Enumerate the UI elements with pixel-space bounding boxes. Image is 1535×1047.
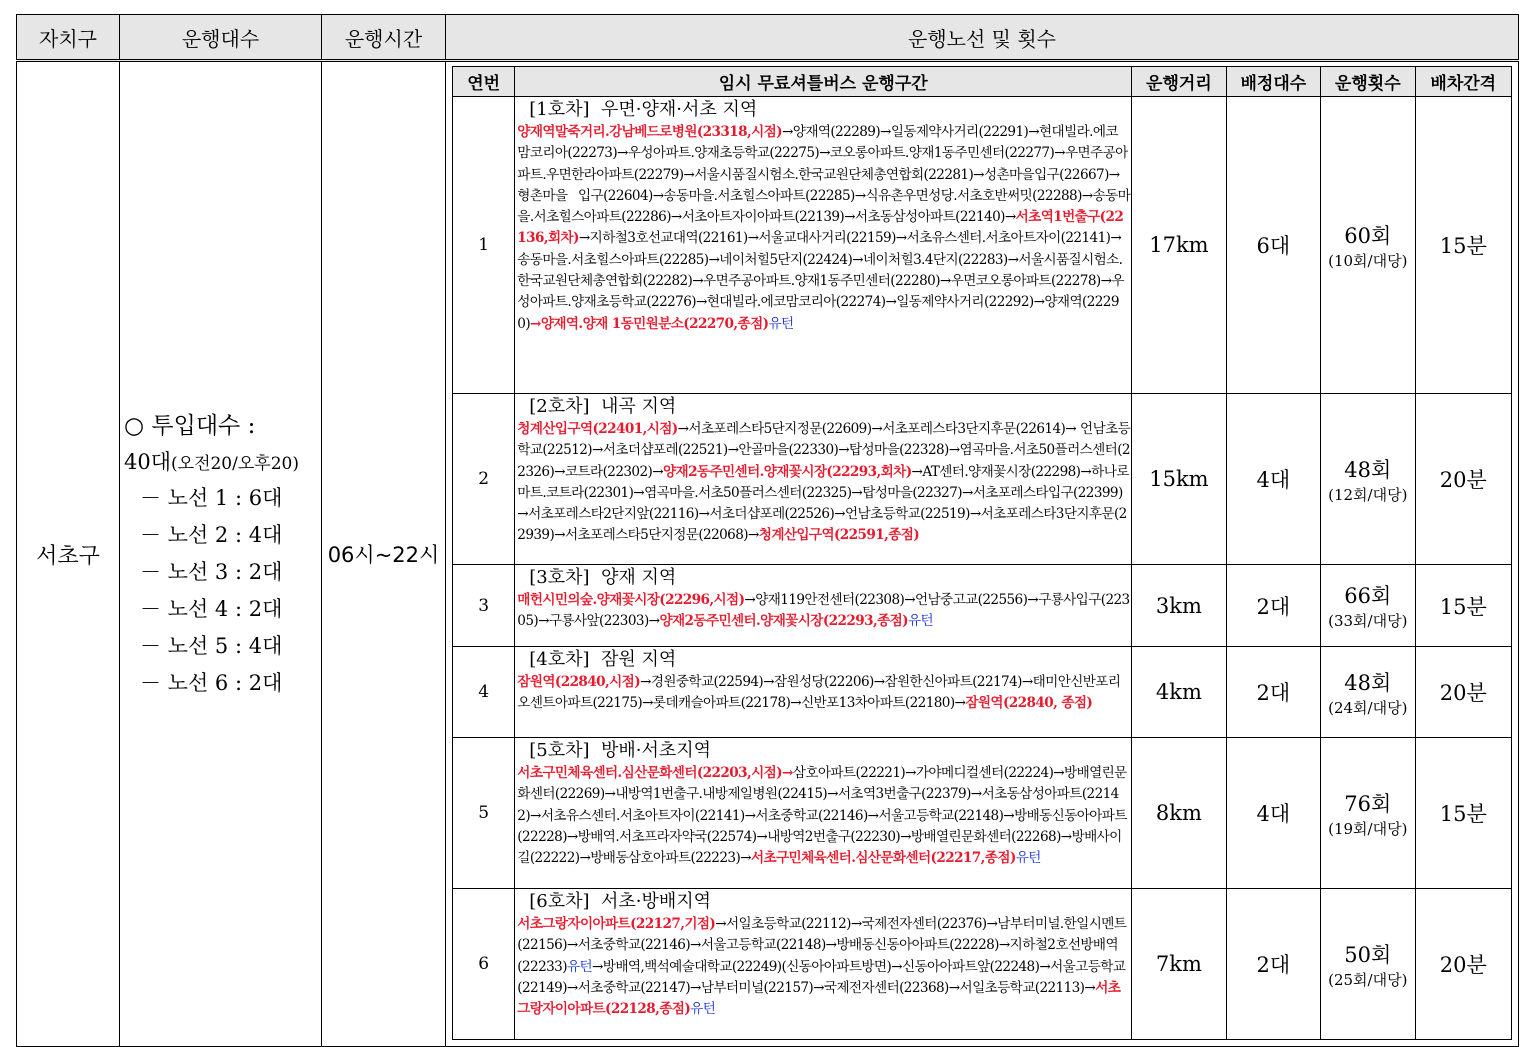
- bus-total-main: 40대: [124, 449, 172, 474]
- route-distance: 8km: [1132, 738, 1226, 889]
- body-row: [17, 61, 1519, 1047]
- route-runs-per-bus: (33회/대당): [1328, 612, 1408, 630]
- route-no: 2: [453, 394, 515, 565]
- routes-header-row: [453, 67, 1512, 97]
- col-runs: 운행횟수: [1321, 67, 1415, 97]
- bus-total-split: (오전20/오후20): [171, 453, 299, 474]
- route-u-turn: 유턴: [768, 315, 794, 332]
- route-runs: [1321, 394, 1415, 565]
- route-distance: 4km: [1132, 647, 1226, 738]
- route-stops: [517, 672, 1130, 715]
- route-stop-list: →AT센터.양재꽃시장(22298)→하나로마트.코트라(22301)→염곡마을.서초50플러스센터(22325)→탑성마을(22327)→서초포레스타입구(22399)→서초포레스타2단지앞(22116)→서초더샵포레(22526)→언남초등학교(22519)→서초포레스타3단지후문(22939)→서초포레스타5단지정문(22068)→: [517, 463, 1129, 544]
- route-title: [6호차] 서초·방배지역: [529, 891, 712, 912]
- bus-summary-title: ○ 투입대수 :: [124, 412, 256, 439]
- col-allocated: 배정대수: [1226, 67, 1320, 97]
- route-section: [515, 565, 1132, 647]
- route-no: 1: [453, 97, 515, 394]
- route-runs-total: 50회: [1344, 942, 1392, 967]
- route-section: [515, 889, 1132, 1040]
- bus-summary-total: [124, 446, 321, 476]
- route-section: [515, 394, 1132, 565]
- route-row: [453, 565, 1512, 647]
- route-title: [5호차] 방배·서초지역: [529, 740, 712, 761]
- route-terminal-stop: 양재역말죽거리.강남베드로병원(23318,시점): [517, 124, 783, 140]
- route-distance: 17km: [1132, 97, 1226, 394]
- route-stop-list: →방배역,백석예술대학교(22249)(신동아아파트방면)→신동아아파트앞(22248)→서울고등학교(22149)→서초중학교(22147)→남부터미널(22157)→국제전자센터(22368)→서일초등학교(22113)→: [517, 958, 1126, 996]
- route-terminal-stop: 청계산입구역(22591,종점): [758, 527, 920, 544]
- route-runs-total: 76회: [1344, 791, 1392, 816]
- route-title: [3호차] 양재 지역: [529, 567, 677, 588]
- route-stops: [517, 122, 1130, 335]
- route-runs: [1321, 565, 1415, 647]
- main-table: [16, 14, 1519, 1047]
- route-row: [453, 394, 1512, 565]
- col-section: 임시 무료셔틀버스 운행구간: [515, 67, 1132, 97]
- route-terminal-stop: 서초그랑자이아파트(22127,기점): [517, 916, 716, 932]
- route-allocated: 2대: [1226, 647, 1320, 738]
- route-no: 4: [453, 647, 515, 738]
- route-count-4: － 노선 4 : 2대: [140, 596, 283, 621]
- route-interval: 20분: [1415, 647, 1512, 738]
- route-interval: 20분: [1415, 889, 1512, 1040]
- route-title: [4호차] 잠원 지역: [529, 649, 677, 670]
- route-runs: [1321, 889, 1415, 1040]
- route-stops: [517, 419, 1130, 547]
- route-terminal-stop: 서초구민체육센터.심산문화센터(22217,종점): [750, 850, 1016, 867]
- route-row: [453, 647, 1512, 738]
- route-stops: [517, 914, 1130, 1020]
- route-allocated: 4대: [1226, 394, 1320, 565]
- route-allocated: 2대: [1226, 889, 1320, 1040]
- route-interval: 15분: [1415, 97, 1512, 394]
- bus-count-cell: [120, 61, 322, 1047]
- route-u-turn: 유턴: [690, 1001, 716, 1018]
- route-runs-total: 48회: [1344, 457, 1392, 482]
- route-distance: 7km: [1132, 889, 1226, 1040]
- route-terminal-stop: 잠원역(22840, 종점): [965, 695, 1093, 712]
- route-stop-list: →양재역(22289)→일동제약사거리(22291)→현대빌라.에코맘코리아(22273)→우성아파트.양재초등학교(22275)→코오롱아파트.양재1동주민센터(22277)→우면주공아파트.우면한라아파트(22279)→서울시품질시험소.한국교원단체총연합회(22281)→성촌마을입구(22667)→형촌마을 입구(22604)→송동마을.서초힐스아파트(22285)→식유촌우면성당.서초호반써밋(22288)→송동마을.서초힐스아파트(22286)→서초아트자이아파트(22139)→서초동삼성아파트(22140)→: [517, 124, 1131, 226]
- route-count-1: － 노선 1 : 6대: [140, 485, 283, 510]
- route-runs-per-bus: (25회/대당): [1328, 970, 1408, 989]
- route-u-turn: 유턴: [907, 613, 934, 630]
- route-u-turn: 유턴: [566, 958, 593, 975]
- route-runs-per-bus: (24회/대당): [1328, 698, 1408, 717]
- route-allocated: 4대: [1226, 738, 1320, 889]
- route-runs-total: 48회: [1344, 670, 1392, 695]
- route-stop-list: →서초포레스타5단지정문(22609)→서초포레스타3단지후문(22614)→ 언남초등학교(22512)→서초더샵포레(22521)→안골마을(22330)→탑성마을(22328)→염곡마을.서초50플러스센터(22326)→코트라(22302)→: [517, 421, 1131, 480]
- route-no: 6: [453, 889, 515, 1040]
- route-terminal-stop: 양재2동주민센터.양재꽃시장(22293,회차): [663, 463, 912, 480]
- route-count-6: － 노선 6 : 2대: [140, 670, 283, 695]
- route-count-3: － 노선 3 : 2대: [140, 559, 283, 584]
- route-u-turn: 유턴: [1015, 850, 1041, 867]
- route-runs-total: 66회: [1344, 584, 1392, 608]
- route-row: [453, 97, 1512, 394]
- route-interval: 20분: [1415, 394, 1512, 565]
- route-allocated: 2대: [1226, 565, 1320, 647]
- route-interval: 15분: [1415, 565, 1512, 647]
- routes-table: [452, 66, 1512, 1040]
- route-count-2: － 노선 2 : 4대: [140, 522, 283, 547]
- route-runs-total: 60회: [1344, 223, 1392, 248]
- route-terminal-stop: 서초구민체육센터.심산문화센터(22203,시점)→: [517, 765, 793, 781]
- route-runs-per-bus: (10회/대당): [1328, 251, 1408, 270]
- route-stop-list: →지하철3호선교대역(22161)→서울교대사거리(22159)→서초유스센터.서초아트자이(22141)→송동마을.서초힐스아파트(22285)→네이처힐5단지(22424)→네이처힐3.4단지(22283)→서울시품질시험소.한국교원단체총연합회(22282)→우면주공아파트.양재1동주민센터(22280)→우면코오롱아파트(22278)→우성아파트.양재초등학교(22276)→현대빌라.에코맘코리아(22274)→일동제약사거리(22292)→양재역(22290): [517, 230, 1124, 332]
- route-stop-list: →양재119안전센터(22308)→언남중고교(22556)→구룡사입구(22305)→구룡사앞(22303)→: [517, 592, 1130, 630]
- route-runs: [1321, 647, 1415, 738]
- route-terminal-stop: 청계산입구역(22401,시점): [517, 421, 678, 437]
- route-allocated: 6대: [1226, 97, 1320, 394]
- route-title: [1호차] 우면·양재·서초 지역: [529, 99, 758, 120]
- header-bus-count: 운행대수: [120, 15, 322, 61]
- routes-cell: [446, 61, 1519, 1047]
- route-runs-per-bus: (19회/대당): [1328, 819, 1408, 838]
- route-section: [515, 738, 1132, 889]
- col-distance: 운행거리: [1132, 67, 1226, 97]
- route-stop-list: →경원중학교(22594)→잠원성당(22206)→잠원한신아파트(22174)→태미안신반포리오센트아파트(22175)→롯데캐슬아파트(22178)→신반포13차아파트(22180)→: [517, 674, 1121, 712]
- route-terminal-stop: 잠원역(22840,시점): [517, 674, 641, 690]
- route-stop-list: →서일초등학교(22112)→국제전자센터(22376)→남부터미널.한일시멘트(22156)→서초중학교(22146)→서울고등학교(22148)→방배동신동아아파트(22228)→지하철2호선방배역(22233): [517, 916, 1127, 975]
- route-terminal-stop: 서초역1번출구(22136,회차): [517, 209, 1124, 247]
- route-runs: [1321, 97, 1415, 394]
- route-terminal-stop: 서초그랑자이아파트(22128,종점): [517, 979, 1121, 1018]
- district-cell: 서초구: [17, 61, 120, 1047]
- route-terminal-stop: →양재역.양재 1동민원분소(22270,종점): [530, 315, 769, 332]
- route-runs-per-bus: (12회/대당): [1328, 485, 1408, 504]
- route-title: [2호차] 내곡 지역: [529, 396, 677, 417]
- route-distance: 15km: [1132, 394, 1226, 565]
- header-row: [17, 15, 1519, 61]
- route-no: 3: [453, 565, 515, 647]
- route-stop-list: 삼호아파트(22221)→가야메디컬센터(22224)→방배열린문화센터(22269)→내방역1번출구.내방제일병원(22415)→서초역3번출구(22379)→서초동삼성아파트(22142)→서초유스센터.서초아트자이(22141)→서초중학교(22146)→서울고등학교(22148)→방배동신동아아파트(22228)→방배역.서초프라자약국(22574)→내방역2번출구(22230)→방배열린문화센터(22268)→방배사이길(22222)→방배동삼호아파트(22223)→: [517, 765, 1127, 867]
- route-no: 5: [453, 738, 515, 889]
- header-district: 자치구: [17, 15, 120, 61]
- route-row: [453, 738, 1512, 889]
- route-section: [515, 97, 1132, 394]
- route-interval: 15분: [1415, 738, 1512, 889]
- route-distance: 3km: [1132, 565, 1226, 647]
- route-row: [453, 889, 1512, 1040]
- route-stops: [517, 763, 1130, 869]
- route-terminal-stop: 매헌시민의숲.양재꽃시장(22296,시점): [517, 592, 745, 608]
- header-routes: 운행노선 및 횟수: [446, 15, 1519, 61]
- col-interval: 배차간격: [1415, 67, 1512, 97]
- route-runs: [1321, 738, 1415, 889]
- route-terminal-stop: 양재2동주민센터.양재꽃시장(22293,종점): [659, 613, 908, 630]
- route-section: [515, 647, 1132, 738]
- route-count-5: － 노선 5 : 4대: [140, 633, 283, 658]
- route-stops: [517, 590, 1130, 633]
- col-no: 연번: [453, 67, 515, 97]
- hours-cell: 06시~22시: [322, 61, 446, 1047]
- header-hours: 운행시간: [322, 15, 446, 61]
